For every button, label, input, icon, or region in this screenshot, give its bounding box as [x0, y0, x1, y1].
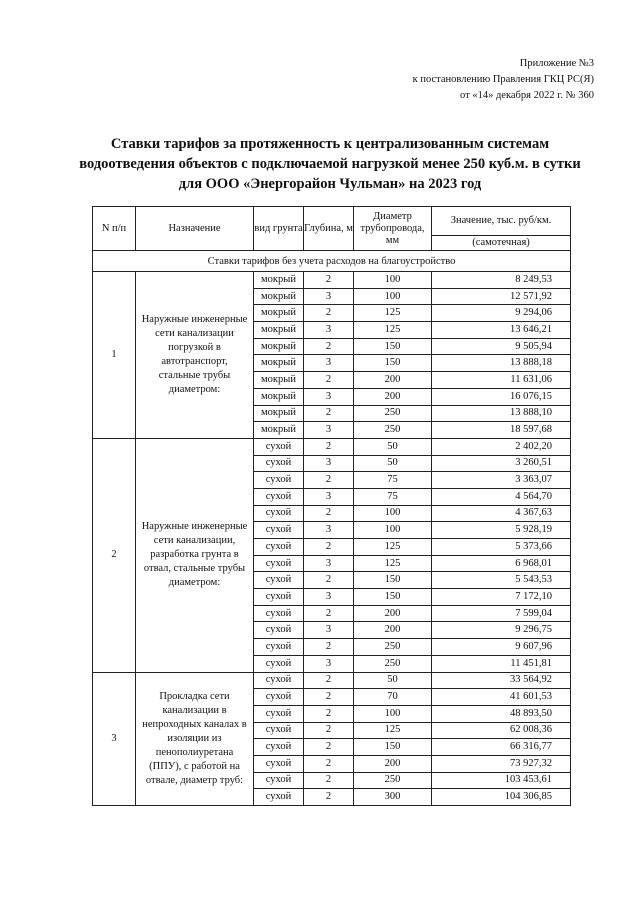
cell-value: 11 451,81 [432, 655, 571, 672]
cell-depth: 3 [304, 422, 354, 439]
cell-soil: сухой [254, 555, 304, 572]
cell-diameter: 150 [354, 589, 432, 606]
cell-value: 33 564,92 [432, 672, 571, 689]
cell-value: 4 367,63 [432, 505, 571, 522]
cell-depth: 2 [304, 272, 354, 289]
cell-depth: 2 [304, 672, 354, 689]
appendix-header [413, 56, 594, 104]
title-line: для ООО «Энергорайон Чульман» на 2023 год [178, 176, 482, 192]
cell-value: 103 453,61 [432, 772, 571, 789]
cell-value: 9 505,94 [432, 338, 571, 355]
cell-soil: сухой [254, 672, 304, 689]
cell-value: 16 076,15 [432, 388, 571, 405]
cell-diameter: 75 [354, 472, 432, 489]
cell-diameter: 50 [354, 672, 432, 689]
cell-depth: 3 [304, 388, 354, 405]
cell-depth: 2 [304, 755, 354, 772]
title-line: водоотведения объектов с подключаемой нагрузкой менее 250 куб.м. в сутки [79, 156, 581, 172]
row-description: Наружные инженерные сети канализации, разработка грунта в отвал, стальные трубы диаметром: [136, 438, 254, 672]
cell-soil: сухой [254, 639, 304, 656]
table-row [93, 438, 571, 455]
cell-diameter: 150 [354, 338, 432, 355]
cell-value: 18 597,68 [432, 422, 571, 439]
cell-depth: 2 [304, 405, 354, 422]
cell-value: 9 296,75 [432, 622, 571, 639]
cell-depth: 2 [304, 789, 354, 806]
cell-value: 9 294,06 [432, 305, 571, 322]
cell-depth: 3 [304, 288, 354, 305]
cell-value: 5 373,66 [432, 539, 571, 556]
cell-value: 7 599,04 [432, 605, 571, 622]
cell-soil: сухой [254, 505, 304, 522]
cell-soil: сухой [254, 455, 304, 472]
cell-depth: 3 [304, 488, 354, 505]
appendix-line: Приложение №3 [519, 58, 594, 69]
cell-value: 4 564,70 [432, 488, 571, 505]
cell-depth: 2 [304, 438, 354, 455]
table-row [93, 672, 571, 689]
title-line: Ставки тарифов за протяженность к централизованным системам [110, 136, 550, 152]
cell-soil: мокрый [254, 305, 304, 322]
document-title [60, 134, 600, 194]
appendix-line: от «14» декабря 2022 г. № 360 [460, 90, 594, 101]
cell-value: 13 888,10 [432, 405, 571, 422]
cell-value: 73 927,32 [432, 755, 571, 772]
cell-soil: сухой [254, 472, 304, 489]
row-number: 3 [93, 672, 136, 806]
cell-value: 13 888,18 [432, 355, 571, 372]
cell-value: 41 601,53 [432, 689, 571, 706]
cell-value: 9 607,96 [432, 639, 571, 656]
cell-soil: сухой [254, 689, 304, 706]
cell-diameter: 50 [354, 455, 432, 472]
cell-value: 66 316,77 [432, 739, 571, 756]
table-subheader: Ставки тарифов без учета расходов на благоустройство [93, 251, 571, 272]
header-value-sub: (самотечная) [432, 236, 571, 251]
cell-value: 2 402,20 [432, 438, 571, 455]
cell-diameter: 150 [354, 572, 432, 589]
cell-depth: 3 [304, 522, 354, 539]
cell-value: 13 646,21 [432, 322, 571, 339]
cell-value: 62 008,36 [432, 722, 571, 739]
cell-diameter: 250 [354, 405, 432, 422]
cell-diameter: 200 [354, 755, 432, 772]
cell-depth: 2 [304, 739, 354, 756]
cell-depth: 3 [304, 589, 354, 606]
cell-diameter: 50 [354, 438, 432, 455]
cell-soil: сухой [254, 488, 304, 505]
cell-soil: сухой [254, 572, 304, 589]
cell-soil: мокрый [254, 355, 304, 372]
row-number: 2 [93, 438, 136, 672]
header-purpose: Назначение [136, 207, 254, 251]
cell-soil: мокрый [254, 405, 304, 422]
cell-depth: 2 [304, 705, 354, 722]
table-row [93, 272, 571, 289]
cell-depth: 2 [304, 472, 354, 489]
cell-depth: 2 [304, 372, 354, 389]
cell-soil: мокрый [254, 422, 304, 439]
cell-soil: сухой [254, 438, 304, 455]
cell-diameter: 150 [354, 355, 432, 372]
cell-depth: 2 [304, 772, 354, 789]
cell-soil: сухой [254, 605, 304, 622]
cell-soil: сухой [254, 655, 304, 672]
cell-diameter: 100 [354, 288, 432, 305]
cell-depth: 3 [304, 555, 354, 572]
cell-diameter: 200 [354, 605, 432, 622]
cell-soil: сухой [254, 522, 304, 539]
cell-soil: сухой [254, 739, 304, 756]
cell-value: 5 928,19 [432, 522, 571, 539]
cell-diameter: 100 [354, 705, 432, 722]
cell-value: 7 172,10 [432, 589, 571, 606]
cell-diameter: 125 [354, 322, 432, 339]
cell-depth: 2 [304, 505, 354, 522]
cell-depth: 3 [304, 355, 354, 372]
cell-value: 8 249,53 [432, 272, 571, 289]
cell-value: 5 543,53 [432, 572, 571, 589]
cell-diameter: 200 [354, 372, 432, 389]
cell-diameter: 70 [354, 689, 432, 706]
tariff-table [92, 206, 571, 806]
cell-value: 48 893,50 [432, 705, 571, 722]
header-num: N п/п [93, 207, 136, 251]
cell-soil: сухой [254, 705, 304, 722]
cell-value: 6 968,01 [432, 555, 571, 572]
cell-soil: сухой [254, 755, 304, 772]
cell-diameter: 150 [354, 739, 432, 756]
cell-soil: сухой [254, 789, 304, 806]
cell-diameter: 125 [354, 305, 432, 322]
appendix-line: к постановлению Правления ГКЦ РС(Я) [412, 74, 594, 85]
cell-soil: мокрый [254, 288, 304, 305]
cell-depth: 2 [304, 539, 354, 556]
header-soil: вид грунта [254, 207, 304, 251]
cell-soil: сухой [254, 622, 304, 639]
cell-depth: 3 [304, 622, 354, 639]
cell-depth: 3 [304, 655, 354, 672]
cell-depth: 2 [304, 305, 354, 322]
cell-diameter: 100 [354, 522, 432, 539]
row-number: 1 [93, 272, 136, 439]
cell-depth: 3 [304, 322, 354, 339]
cell-soil: мокрый [254, 272, 304, 289]
cell-diameter: 200 [354, 388, 432, 405]
table-body [93, 272, 571, 806]
cell-depth: 2 [304, 605, 354, 622]
row-description: Наружные инженерные сети канализации погрузкой в автотранспорт, стальные трубы диаметром: [136, 272, 254, 439]
cell-diameter: 100 [354, 272, 432, 289]
cell-value: 12 571,92 [432, 288, 571, 305]
cell-diameter: 125 [354, 539, 432, 556]
cell-value: 104 306,85 [432, 789, 571, 806]
cell-diameter: 250 [354, 639, 432, 656]
cell-diameter: 125 [354, 555, 432, 572]
row-description: Прокладка сети канализации в непроходных каналах в изоляции из пенополиуретана (ППУ), с работой на отвале, диаметр труб: [136, 672, 254, 806]
cell-depth: 2 [304, 722, 354, 739]
cell-value: 3 260,51 [432, 455, 571, 472]
header-depth: Глубина, м [304, 207, 354, 251]
cell-depth: 3 [304, 455, 354, 472]
cell-value: 3 363,07 [432, 472, 571, 489]
header-diameter: Диаметр трубопровода, мм [354, 207, 432, 251]
cell-diameter: 250 [354, 772, 432, 789]
cell-diameter: 250 [354, 655, 432, 672]
cell-soil: сухой [254, 722, 304, 739]
cell-diameter: 200 [354, 622, 432, 639]
cell-soil: мокрый [254, 322, 304, 339]
cell-soil: мокрый [254, 372, 304, 389]
cell-diameter: 100 [354, 505, 432, 522]
cell-depth: 2 [304, 689, 354, 706]
cell-soil: сухой [254, 539, 304, 556]
cell-diameter: 300 [354, 789, 432, 806]
cell-depth: 2 [304, 338, 354, 355]
cell-soil: мокрый [254, 338, 304, 355]
cell-depth: 2 [304, 639, 354, 656]
cell-soil: сухой [254, 772, 304, 789]
cell-depth: 2 [304, 572, 354, 589]
cell-diameter: 125 [354, 722, 432, 739]
cell-soil: сухой [254, 589, 304, 606]
cell-soil: мокрый [254, 388, 304, 405]
cell-diameter: 250 [354, 422, 432, 439]
cell-diameter: 75 [354, 488, 432, 505]
cell-value: 11 631,06 [432, 372, 571, 389]
header-value: Значение, тыс. руб/км. [432, 207, 571, 236]
